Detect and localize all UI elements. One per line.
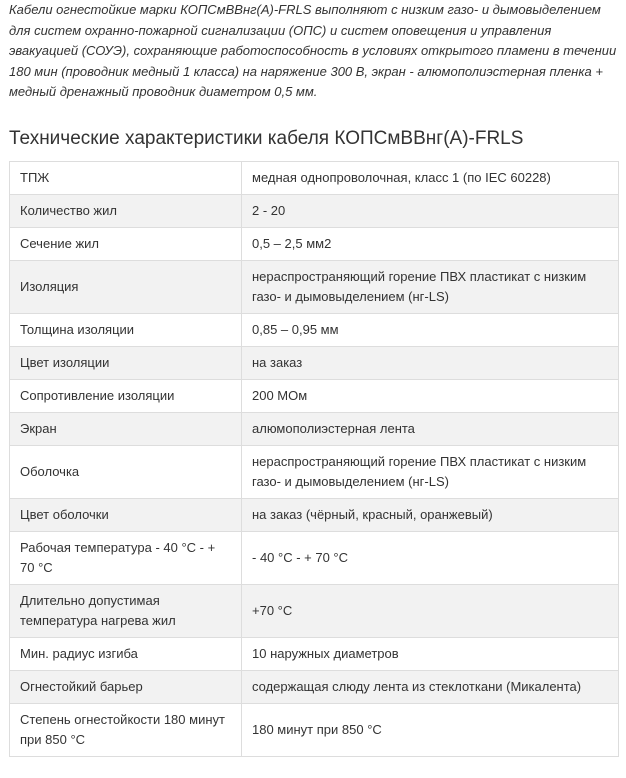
table-row bbox=[10, 347, 619, 380]
spec-value: на заказ bbox=[242, 347, 619, 380]
spec-value: на заказ (чёрный, красный, оранжевый) bbox=[242, 499, 619, 532]
table-row bbox=[10, 413, 619, 446]
table-row bbox=[10, 671, 619, 704]
spec-label: Сопротивление изоляции bbox=[10, 380, 242, 413]
spec-label: Цвет оболочки bbox=[10, 499, 242, 532]
table-row bbox=[10, 499, 619, 532]
spec-label: Сечение жил bbox=[10, 228, 242, 261]
section-title: Технические характеристики кабеля КОПСмВВнг(А)-FRLS bbox=[9, 128, 524, 149]
spec-label: Мин. радиус изгиба bbox=[10, 638, 242, 671]
table-row bbox=[10, 585, 619, 638]
table-row bbox=[10, 704, 619, 757]
table-row bbox=[10, 638, 619, 671]
spec-label: Огнестойкий барьер bbox=[10, 671, 242, 704]
table-row bbox=[10, 446, 619, 499]
table-row bbox=[10, 162, 619, 195]
spec-label: Толщина изоляции bbox=[10, 314, 242, 347]
table-row bbox=[10, 314, 619, 347]
spec-value: 200 МОм bbox=[242, 380, 619, 413]
table-row bbox=[10, 228, 619, 261]
spec-value: 180 минут при 850 °C bbox=[242, 704, 619, 757]
spec-value: содержащая слюду лента из стеклоткани (Микалента) bbox=[242, 671, 619, 704]
spec-label: Оболочка bbox=[10, 446, 242, 499]
spec-value: - 40 °C - + 70 °C bbox=[242, 532, 619, 585]
spec-label: Рабочая температура - 40 °C - + 70 °C bbox=[10, 532, 242, 585]
spec-value: нераспространяющий горение ПВХ пластикат с низким газо- и дымовыделением (нг-LS) bbox=[242, 261, 619, 314]
spec-value: 0,85 – 0,95 мм bbox=[242, 314, 619, 347]
table-row bbox=[10, 261, 619, 314]
spec-label: ТПЖ bbox=[10, 162, 242, 195]
table-row bbox=[10, 532, 619, 585]
spec-label: Цвет изоляции bbox=[10, 347, 242, 380]
spec-value: нераспространяющий горение ПВХ пластикат с низким газо- и дымовыделением (нг-LS) bbox=[242, 446, 619, 499]
spec-label: Степень огнестойкости 180 минут при 850 °C bbox=[10, 704, 242, 757]
specs-table bbox=[9, 161, 619, 757]
spec-value: 0,5 – 2,5 мм2 bbox=[242, 228, 619, 261]
spec-label: Изоляция bbox=[10, 261, 242, 314]
intro-text: Кабели огнестойкие марки КОПСмВВнг(А)-FRLS выполняют с низким газо- и дымовыделением для систем охранно-пожарной сигнализации (ОПС) и систем оповещения и управления эвакуацией (СОУЭ), сохраняющие работоспособность в условиях открытого пламени в течении 180 мин (проводник медный 1 класса) на наряжение 300 В, экран - алюмополиэстерная пленка + медный дренажный проводник диаметром 0,5 мм. bbox=[9, 2, 617, 99]
spec-label: Количество жил bbox=[10, 195, 242, 228]
spec-value: алюмополиэстерная лента bbox=[242, 413, 619, 446]
table-row bbox=[10, 195, 619, 228]
spec-value: медная однопроволочная, класс 1 (по IEC 60228) bbox=[242, 162, 619, 195]
table-row bbox=[10, 380, 619, 413]
spec-label: Длительно допустимая температура нагрева жил bbox=[10, 585, 242, 638]
spec-label: Экран bbox=[10, 413, 242, 446]
spec-value: 2 - 20 bbox=[242, 195, 619, 228]
spec-value: +70 °C bbox=[242, 585, 619, 638]
spec-value: 10 наружных диаметров bbox=[242, 638, 619, 671]
